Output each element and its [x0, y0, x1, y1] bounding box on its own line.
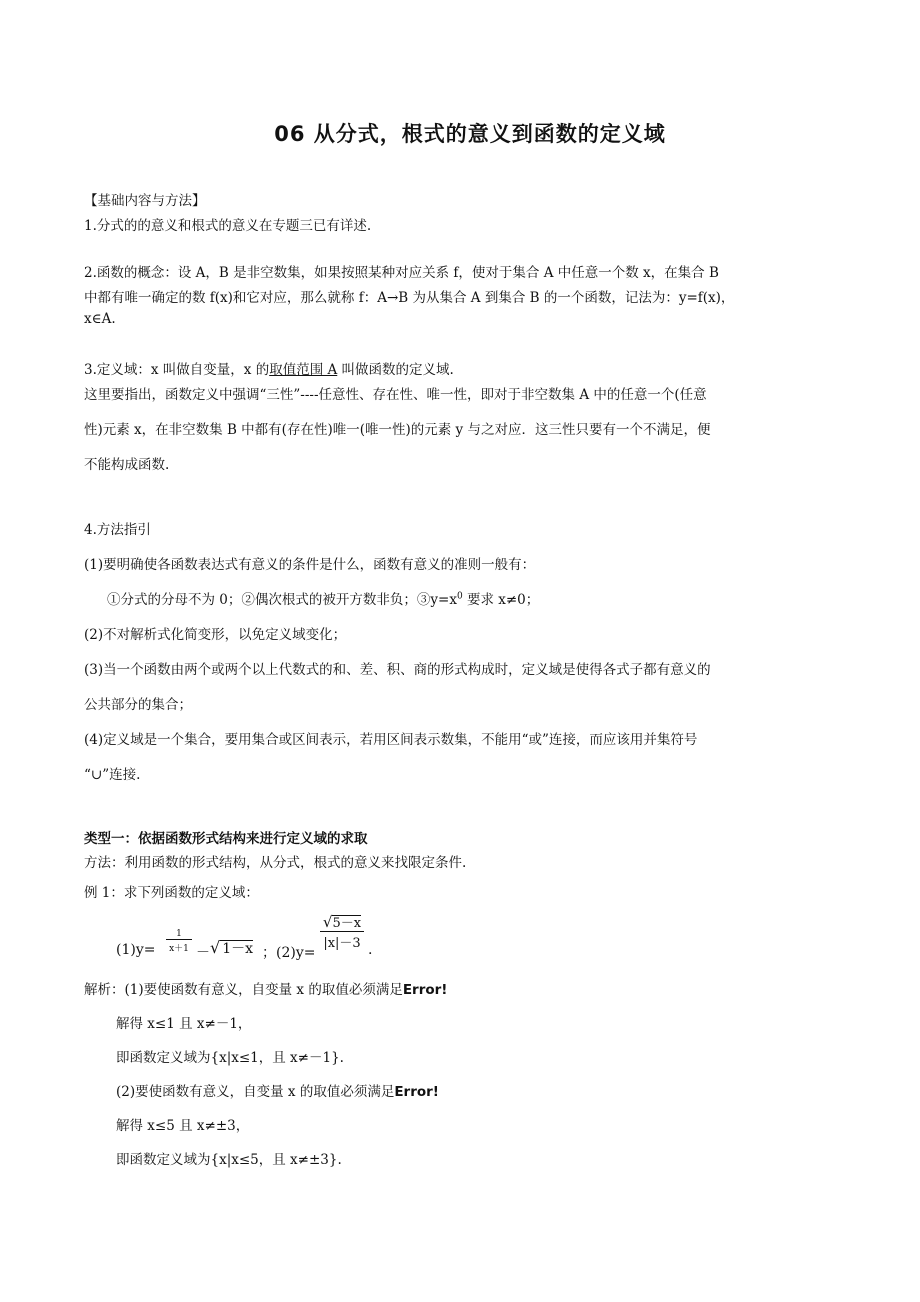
error-marker-1: Error!: [402, 982, 448, 998]
solution-text-1: 解析：(1)要使函数有意义，自变量 x 的取值必须满足: [84, 982, 403, 998]
solution-line-5: 解得 x≤5 且 x≠±3，: [116, 1118, 250, 1134]
definition-text: 3.定义域：x 叫做自变量，x 的: [84, 362, 270, 378]
paragraph-3-line-4: 不能构成函数.: [84, 457, 170, 473]
solution-line-3: 即函数定义域为{x|x≤1，且 x≠－1}.: [116, 1050, 344, 1066]
formula-2-denominator: |x|－3: [320, 931, 364, 951]
paragraph-3-line-3: 性)元素 x，在非空数集 B 中都有(存在性)唯一(唯一性)的元素 y 与之对应．这三性只要有一个不满足，便: [84, 422, 711, 438]
formula-1-fraction: [166, 929, 192, 954]
solution-text-4: (2)要使函数有意义，自变量 x 的取值必须满足: [116, 1084, 395, 1100]
rule-text-end: 要求 x≠0；: [462, 592, 540, 608]
rule-text: ①分式的分母不为 0；②偶次根式的被开方数非负；③y=x: [107, 592, 457, 608]
example-1-prompt: 例 1：求下列函数的定义域：: [84, 885, 259, 901]
solution-line-4: [116, 1080, 872, 1100]
paragraph-2-line-3: x∈A.: [84, 311, 116, 327]
radical-sign-icon: √: [322, 913, 333, 931]
paragraph-3-line-1: [84, 358, 840, 378]
formula-2-numerator-radical: [320, 912, 364, 931]
superscript: 0: [456, 591, 463, 602]
solution-line-2: 解得 x≤1 且 x≠－1，: [116, 1016, 252, 1032]
method-item-1: (1)要明确使各函数表达式有意义的条件是什么，函数有意义的准则一般有：: [84, 557, 536, 573]
type-1-method: 方法：利用函数的形式结构，从分式，根式的意义来找限定条件.: [84, 855, 467, 871]
section-heading-basic: 【基础内容与方法】: [84, 193, 206, 209]
method-item-4-line-1: (4)定义域是一个集合，要用集合或区间表示，若用区间表示数集，不能用“或”连接，而应该用并集符号: [84, 732, 698, 748]
radical-sign-icon: √: [210, 938, 221, 957]
formula-2-numerator: 5－x: [332, 916, 362, 931]
method-item-2: (2)不对解析式化简变形，以免定义域变化；: [84, 627, 347, 643]
formula-2-label: ；(2)y=: [262, 945, 316, 961]
formula-2-fraction: [320, 912, 364, 951]
formula-1-radicand: 1－x: [222, 941, 254, 957]
formula-1-radical: [210, 938, 253, 958]
paragraph-1: 1.分式的的意义和根式的意义在专题三已有详述.: [84, 218, 372, 234]
solution-line-6: 即函数定义域为{x|x≤5，且 x≠±3}.: [116, 1152, 342, 1168]
paragraph-3-line-2: 这里要指出，函数定义中强调“三性”----任意性、存在性、唯一性，即对于非空数集 A 中的任意一个(任意: [84, 387, 707, 403]
solution-line-1: [84, 978, 840, 998]
method-item-4-line-2: “∪”连接.: [84, 767, 141, 783]
paragraph-2-line-2: 中都有唯一确定的数 f(x)和它对应，那么就称 f：A→B 为从集合 A 到集合 B 的一个函数，记法为：y=f(x)，: [84, 290, 735, 306]
formula-1-label: (1)y=: [116, 942, 156, 958]
formula-1-denominator: x＋1: [166, 939, 192, 954]
underlined-term: 取值范围 A: [269, 362, 338, 378]
method-item-1-detail: [107, 588, 863, 608]
formula-1-minus: －: [196, 945, 210, 961]
page-title: 06 从分式，根式的意义到函数的定义域: [274, 122, 666, 146]
method-item-3-line-1: (3)当一个函数由两个或两个以上代数式的和、差、积、商的形式构成时，定义域是使得各式子都有意义的: [84, 662, 711, 678]
paragraph-2-line-1: 2.函数的概念：设 A，B 是非空数集，如果按照某种对应关系 f，使对于集合 A 中任意一个数 x，在集合 B: [84, 265, 719, 281]
definition-text-end: 叫做函数的定义域.: [337, 362, 454, 378]
error-marker-2: Error!: [394, 1084, 439, 1100]
formula-2-end: .: [368, 942, 373, 958]
example-1-formulas: [110, 912, 510, 972]
formula-1-numerator: 1: [176, 929, 182, 939]
method-heading: 4.方法指引: [84, 522, 151, 538]
method-item-3-line-2: 公共部分的集合；: [84, 697, 192, 713]
type-1-heading: 类型一：依据函数形式结构来进行定义域的求取: [84, 831, 368, 847]
